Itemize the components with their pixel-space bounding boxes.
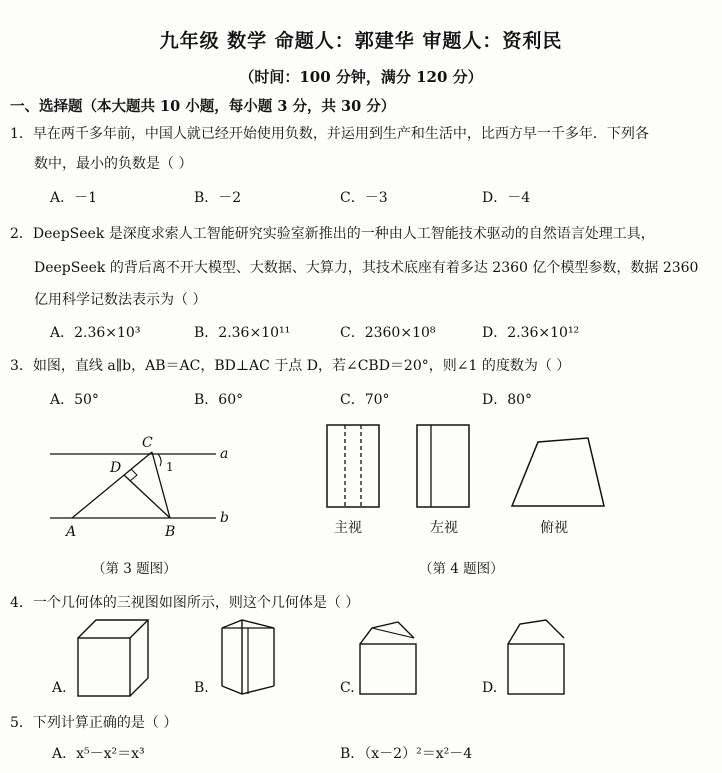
q4-option-b-figure xyxy=(216,614,282,700)
top-view-label: 俯视 xyxy=(540,520,568,536)
q3-stem: 3．如图，直线 a∥b，AB＝AC，BD⊥AC 于点 D，若∠CBD＝20°，则∠1 的度数为（ ） xyxy=(10,358,571,374)
q4-option-c-figure xyxy=(354,614,424,700)
q4-stem: 4．一个几何体的三视图如图所示，则这个几何体是（ ） xyxy=(10,595,360,611)
q3-option-d: D．80° xyxy=(482,392,533,408)
exam-info: （时间：100 分钟，满分 120 分） xyxy=(239,68,483,86)
q4-option-a-figure xyxy=(72,614,152,700)
side-view-label: 左视 xyxy=(430,520,458,536)
q3-option-b: B．60° xyxy=(194,392,244,408)
q3-figure xyxy=(40,430,240,550)
q1-option-d: D．－4 xyxy=(482,190,531,206)
label-line-b: b xyxy=(220,510,229,526)
label-line-a: a xyxy=(220,446,229,462)
q2-option-d: D．2.36×10¹² xyxy=(482,325,580,341)
front-view-label: 主视 xyxy=(334,520,362,536)
label-a: A xyxy=(66,524,77,540)
q1-option-a: A．－1 xyxy=(50,190,98,206)
q4-option-d-figure xyxy=(502,614,572,700)
q5-option-a: A．x⁵－x²＝x³ xyxy=(52,746,145,762)
q5-option-b: B．（x－2）²＝x²－4 xyxy=(340,746,473,762)
q3-option-c: C．70° xyxy=(340,392,390,408)
page-title: 九年级 数学 命题人：郭建华 审题人：资利民 xyxy=(159,30,563,52)
q1-stem-line2: 数中，最小的负数是（ ） xyxy=(34,156,193,172)
q2-option-b: B．2.36×10¹¹ xyxy=(194,325,291,341)
q4-caption: （第 4 题图） xyxy=(419,561,504,577)
top-view xyxy=(508,434,610,514)
q2-stem-line2: DeepSeek 的背后离不开大模型、大数据、大算力，其技术底座有着多达 2360 亿个模型参数，数据 2360 xyxy=(34,260,699,276)
q4-option-a-label: A. xyxy=(52,680,67,696)
section-heading: 一、选择题（本大题共 10 小题，每小题 3 分，共 30 分） xyxy=(10,98,396,115)
q4-option-c-label: C. xyxy=(340,680,355,696)
q4-option-b-label: B. xyxy=(194,680,209,696)
q1-option-c: C．－3 xyxy=(340,190,388,206)
q5-stem: 5．下列计算正确的是（ ） xyxy=(10,715,178,731)
q1-stem-line1: 1．早在两千多年前，中国人就已经开始使用负数，并运用到生产和生活中，比西方早一千多年．下列各 xyxy=(10,126,649,142)
label-c: C xyxy=(142,435,153,451)
label-d: D xyxy=(110,460,122,476)
q2-option-c: C．2360×10⁸ xyxy=(340,325,436,341)
q2-stem-line3: 亿用科学记数法表示为（ ） xyxy=(34,292,207,308)
q4-option-d-label: D. xyxy=(482,680,498,696)
label-angle-1: 1 xyxy=(166,460,174,474)
label-b: B xyxy=(165,524,176,540)
q2-stem-line1: 2．DeepSeek 是深度求索人工智能研究实验室新推出的一种由人工智能技术驱动的自然语言处理工具， xyxy=(10,226,655,242)
q2-option-a: A．2.36×10³ xyxy=(50,325,141,341)
q1-option-b: B．－2 xyxy=(194,190,242,206)
front-view xyxy=(322,420,384,515)
q3-option-a: A．50° xyxy=(50,392,99,408)
q3-caption: （第 3 题图） xyxy=(92,561,177,577)
side-view xyxy=(412,420,474,515)
